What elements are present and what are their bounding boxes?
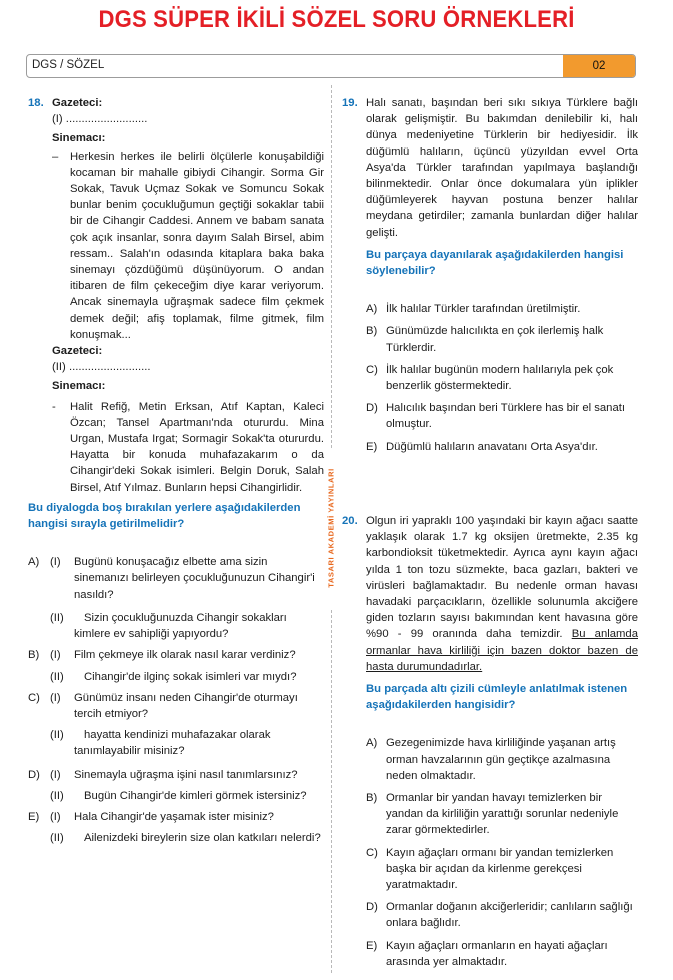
option-b[interactable] (28, 647, 324, 663)
option-e[interactable] (366, 439, 638, 455)
passage-text (366, 513, 638, 675)
options-list (366, 735, 638, 970)
roman-numeral: (II) (50, 670, 64, 683)
underlined-sentence: Bu anlamda ormanlar hava kirliliği için bazen doktor bazen de hasta durumundadırlar. (366, 628, 638, 673)
dialogue-answer (52, 399, 324, 496)
roman-numeral: (II) (50, 832, 64, 845)
option-letter: C) (28, 691, 40, 704)
option-letter: D) (28, 768, 40, 781)
option-text: Günümüz insanı neden Cihangir'de oturmayı tercih etmiyor? (74, 691, 298, 720)
option-text: Bugün Cihangir'de kimleri görmek istersiniz? (84, 789, 307, 802)
option-text: Ormanlar doğanın akciğerleridir; canlıların sağlığı onlara bağlıdır. (386, 901, 633, 930)
option-text: hayatta kendinizi muhafazakar olarak tanımlayabilir misiniz? (74, 729, 271, 758)
options-list (28, 554, 324, 846)
option-letter: D) (366, 402, 378, 415)
option-text: Gezegenimizde hava kirliliğinde yaşanan artış orman havzalarının gün geçtikçe azalmasına neden olmaktadır. (386, 737, 616, 782)
option-c[interactable] (28, 690, 324, 722)
option-b-part-ii (28, 669, 324, 685)
speaker-label: Sinemacı: (52, 132, 106, 145)
question-stem: Bu parçaya dayanılarak aşağıdakilerden hangisi söylenebilir? (366, 248, 624, 278)
option-a[interactable] (366, 735, 638, 784)
page-title: DGS SÜPER İKİLİ SÖZEL SORU ÖRNEKLERİ (98, 6, 575, 33)
question-19 (342, 95, 638, 455)
roman-numeral: (I) (50, 556, 61, 569)
dash-mark: – (52, 150, 59, 163)
roman-numeral: (I) (50, 691, 61, 704)
question-stem: Bu parçada altı çizili cümleyle anlatılmak istenen aşağıdakilerden hangisidir? (366, 683, 628, 712)
option-letter: D) (366, 901, 378, 914)
roman-numeral: (I) (50, 810, 61, 823)
page-number-badge: 02 (563, 55, 635, 77)
option-d-part-ii (28, 788, 324, 804)
option-text: Hala Cihangir'de yaşamak ister misiniz? (74, 810, 274, 823)
roman-numeral: (I) (50, 649, 61, 662)
blank-line: (II) .......................... (52, 361, 151, 374)
option-text: Kayın ağaçları ormanların en hayati ağaçları arasında yer almaktadır. (386, 939, 608, 968)
option-text: Bugünü konuşacağız elbette ama sizin sinemanızı belirleyen çocukluğunuzun Cihangir'i nasıldı? (74, 556, 315, 601)
option-letter: B) (366, 792, 378, 805)
roman-numeral: (II) (50, 729, 64, 742)
option-d[interactable] (28, 767, 324, 783)
speaker-label: Sinemacı: (52, 380, 106, 393)
dialogue-answer (52, 149, 324, 343)
option-d[interactable] (366, 400, 638, 432)
option-letter: A) (28, 556, 40, 569)
dash-mark: - (52, 400, 56, 413)
option-letter: B) (28, 649, 40, 662)
option-letter: B) (366, 325, 378, 338)
option-a[interactable] (28, 554, 324, 603)
question-number: 18. (28, 97, 44, 109)
option-d[interactable] (366, 899, 638, 931)
roman-numeral: (II) (50, 611, 64, 624)
option-letter: A) (366, 737, 378, 750)
roman-numeral: (I) (50, 768, 61, 781)
option-text: Günümüzde halıcılıkta en çok ilerlemiş halk Türklerdir. (386, 325, 604, 354)
speaker-label: Gazeteci: (52, 97, 103, 109)
option-c-part-ii (28, 727, 324, 759)
option-a[interactable] (366, 301, 638, 317)
question-20 (342, 513, 638, 970)
option-text: Halıcılık başından beri Türklere has bir el sanatı olmuştur. (386, 402, 626, 431)
blank-line: (I) .......................... (52, 113, 148, 126)
option-letter: C) (366, 363, 378, 376)
section-header-bar (26, 54, 636, 78)
question-number: 20. (342, 515, 358, 527)
question-body (52, 95, 324, 496)
answer-text: Halit Refiğ, Metin Erksan, Atıf Kaptan, Kaleci Özcan; Tansel Apartmanı'nda otururdu. Mina Urgan, Mustafa Irgat; Sormagir Sokak'ta otururdu. Hayatta bir konuda muhafazakarım o da Cihangir'deki Sokak isimleri. Belgin Doruk, Salah Birsel, Atıf Yılmaz. Bunların hepsi Cihangirlidir. (70, 400, 324, 494)
option-b[interactable] (366, 790, 638, 839)
question-stem: Bu diyalogda boş bırakılan yerlere aşağıdakilerden hangisi sırayla getirilmelidir? (28, 501, 301, 531)
option-b[interactable] (366, 323, 638, 355)
option-text: İlk halılar bugünün modern halılarıyla pek çok benzerlik göstermektedir. (386, 363, 614, 393)
option-text: Film çekmeye ilk olarak nasıl karar verdiniz? (74, 649, 296, 662)
option-letter: A) (366, 303, 378, 316)
option-e-part-ii (28, 830, 324, 846)
passage-plain: Olgun iri yapraklı 100 yaşındaki bir kayın ağacı saatte yaklaşık olarak 1.7 kg oksijen üretmekte, 2.35 kg karbondioksit tüketmektedir. Ayrıca aynı kayın ağacı yılda 1 ton tozu süzmekte, baca gazları, bakteri ve virüsleri bağlamaktadır. Bu nedenle orman havası havadaki parçacıkların, özellikle solunumla akciğere giden tozların sayısı bakımından kent havasına göre %90 - 99 oranında daha temizdir. (366, 515, 638, 641)
publisher-watermark (322, 448, 340, 608)
option-text: Düğümlü halıların anavatanı Orta Asya'dır. (386, 440, 598, 453)
option-text: Ormanlar bir yandan havayı temizlerken bir yandan da kirliliğin yarattığı sorunlar nedeniyle zarar görmektedirler. (386, 792, 619, 837)
option-letter: C) (366, 846, 378, 859)
options-list (366, 301, 638, 455)
option-c[interactable] (366, 362, 638, 394)
option-text: Kayın ağaçları ormanı bir yandan temizlerken başka bir açıdan da kirlenme gerekçesi yaratmaktadır. (386, 846, 614, 892)
publisher-text: TASARI AKADEMİ YAYINLARI (326, 468, 336, 588)
passage-text: Halı sanatı, başından beri sıkı sıkıya Türklere bağlı olarak gelişmiştir. Bu bakımdan denilebilir ki, halı dünya medeniyetine Türklerin bir hediyesidir. İlk düğümlü halıların, üçüncü yüzyıldan evvel Orta Asya'da Türkler tarafından yapılmaya başlandığı bilinmektedir. Onlar önce dokumalara yün iplikler düğümleyerek hayvan postuna benzer halılar meydana getirdiler; zamanla bunlardan diğer halılar gelişti. (366, 97, 638, 239)
option-letter: E) (366, 939, 378, 952)
option-e[interactable] (366, 938, 638, 970)
option-c[interactable] (366, 845, 638, 894)
question-18 (28, 95, 324, 846)
answer-text: Herkesin herkes ile belirli ölçülerle konuşabildiği kocaman bir mahalle gibiydi Cihangir. Sorma Gir Sokak, Tavuk Uçmaz Sokak ve Somuncu Sokak bunlar benim çocukluğumun geçtiği sokaklar tabii bir de Cihangir Caddesi. Annem ve babam sanata çok açık insanlar, sonra dayım Salah Birsel, abim ressam.. Salah'ın odasında kitaplara baka baka sinemayı çözdüğümü düşünüyorum. O andan itibaren de film çekeceğim diye karar veriyorum. Ancak sinemayla uğraşmak sadece film çekmek demek değil; afiş toplamak, filme gitmek, film konuşmak... (70, 150, 324, 341)
option-letter: E) (366, 440, 378, 453)
option-a-part-ii (28, 610, 324, 642)
option-text: Sinemayla uğraşma işini nasıl tanımlarsınız? (74, 768, 298, 781)
question-number: 19. (342, 97, 358, 109)
speaker-label: Gazeteci: (52, 345, 103, 358)
option-e[interactable] (28, 809, 324, 825)
option-text: Sizin çocukluğunuzda Cihangir sokakları kimlere ev sahipliği yapıyordu? (74, 611, 287, 641)
option-letter: E) (28, 810, 40, 823)
section-name: DGS / SÖZEL (32, 59, 105, 71)
option-text: İlk halılar Türkler tarafından üretilmiştir. (386, 303, 581, 316)
option-text: Cihangir'de ilginç sokak isimleri var mıydı? (84, 670, 297, 683)
option-text: Ailenizdeki bireylerin size olan katkıları nelerdi? (84, 832, 321, 845)
roman-numeral: (II) (50, 789, 64, 802)
